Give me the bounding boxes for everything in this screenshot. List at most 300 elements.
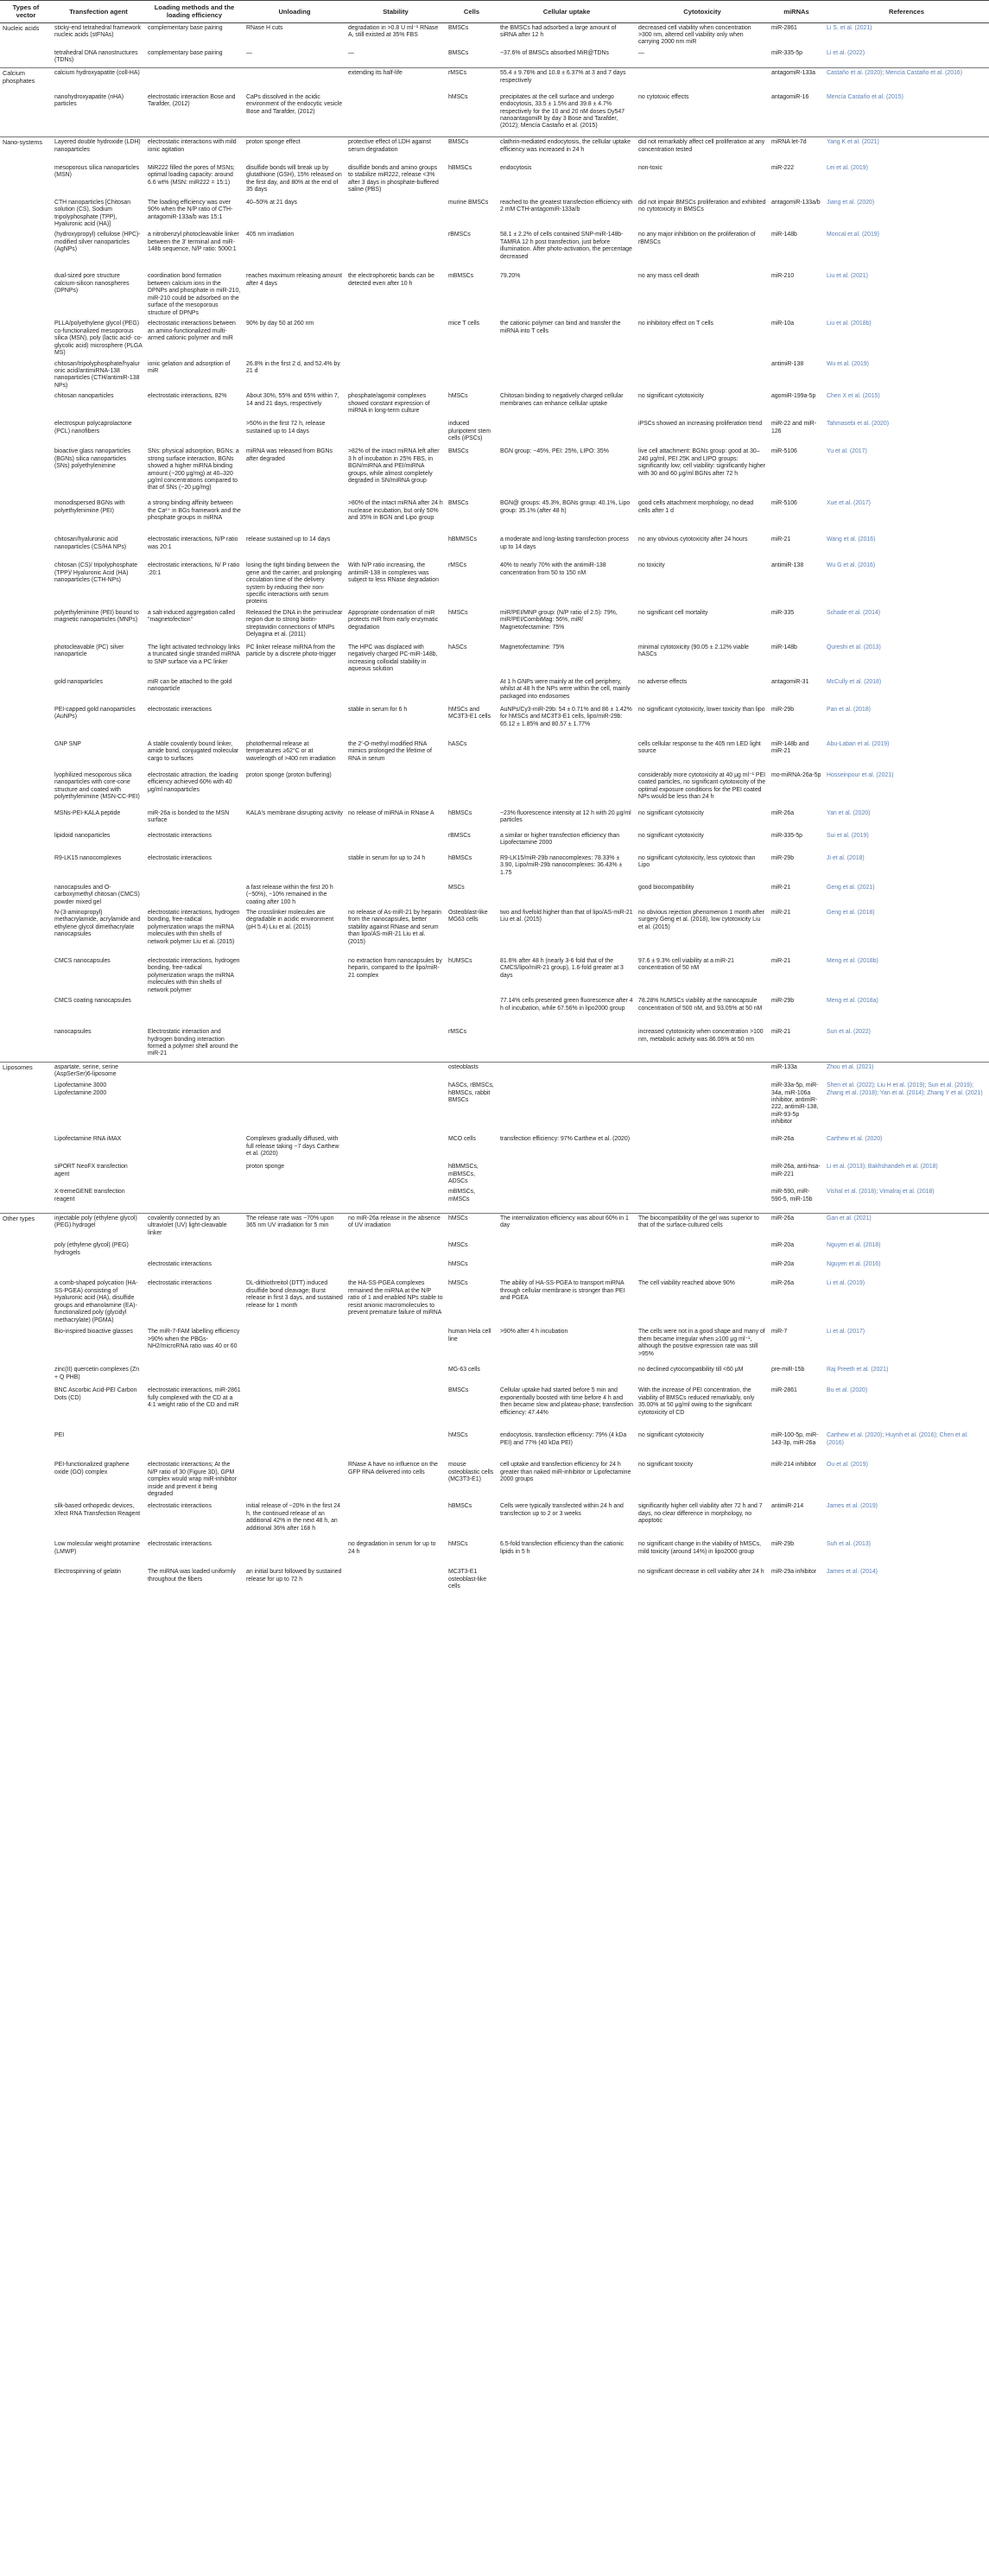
cell-stability: The HPC was displaced with negatively charged PC-miR-148b, increasing colloidal stability in aqueous solution bbox=[348, 644, 438, 673]
cell-cytotoxicity bbox=[636, 359, 769, 392]
cell-agent: PLLA/polyethylene glycol (PEG) co-functionalized mesoporous silica (MSN), poly (lactic acid- co-glycolic acid) microsphere (PLGA MS) bbox=[54, 320, 143, 357]
cell-unloading bbox=[244, 1259, 346, 1278]
cell-agent: polyethylenimine (PEI) bound to magnetic nanoparticles (MNPs) bbox=[54, 609, 139, 624]
cell-mirnas: antimiR-138 bbox=[771, 562, 804, 569]
cell-unloading: a fast release within the first 20 h (~50%), ~10% remained in the coating after 100 h bbox=[246, 884, 333, 905]
cell-uptake: Magnetofectamine: 75% bbox=[500, 644, 565, 650]
cell-cells: rBMSCs bbox=[448, 832, 471, 839]
cell-unloading: proton sponge bbox=[246, 1164, 285, 1171]
cell-uptake: 58.1 ± 2.2% of cells contained SNP-miR-148b-TAMRA 12 h post transfection, just before illumination. After photo-activation, the percentage decreased bbox=[500, 232, 632, 260]
cell-references[interactable]: Vishal et al. (2018); Vimalraj et al. (2018) bbox=[827, 1189, 935, 1196]
table-row bbox=[0, 1567, 989, 1592]
table-row bbox=[0, 677, 989, 705]
cell-stability bbox=[346, 1187, 446, 1213]
cell-unloading: an initial burst followed by sustained release for up to 72 h bbox=[246, 1569, 342, 1583]
cell-references[interactable]: Ou et al. (2019) bbox=[827, 1462, 868, 1469]
cell-type bbox=[0, 419, 52, 447]
cell-agent: MSNs-PEI-KALA peptide bbox=[54, 809, 121, 816]
cell-loading: electrostatic interactions; At the N/P ratio of 30 (Figure 3D), GPM complex would wrap miR-inhibitor inside and prevent it being degraded bbox=[148, 1462, 238, 1498]
cell-loading: The miRNA was loaded uniformly throughout the fibers bbox=[148, 1569, 236, 1583]
cell-mirnas: miR-29a inhibitor bbox=[771, 1569, 817, 1576]
cell-references[interactable]: Yang K et al. (2021) bbox=[824, 137, 989, 163]
cell-unloading bbox=[244, 1460, 346, 1501]
cell-references[interactable]: Wu et al. (2019) bbox=[827, 360, 869, 367]
cell-references[interactable]: Moncal et al. (2019) bbox=[827, 232, 879, 238]
cell-uptake bbox=[498, 1081, 636, 1134]
cell-loading bbox=[145, 996, 244, 1027]
cell-references[interactable]: Shen et al. (2022); Liu H et al. (2019); Sun et al. (2019); Zhang et al. (2018); Yan et al. (2014); Zhang Y et al. (2021) bbox=[827, 1082, 983, 1096]
cell-mirnas: miR-26a bbox=[771, 1280, 795, 1287]
cell-type bbox=[0, 561, 52, 608]
cell-unloading bbox=[244, 1386, 346, 1431]
cell-references[interactable]: James et al. (2014) bbox=[827, 1569, 878, 1576]
cell-cells bbox=[446, 771, 498, 809]
cell-unloading bbox=[244, 1327, 346, 1365]
cell-cytotoxicity: no any mass cell death bbox=[638, 273, 700, 280]
cell-mirnas: miR-5106 bbox=[771, 448, 797, 455]
cell-cells: BMSCs bbox=[446, 22, 498, 48]
cell-type bbox=[0, 498, 52, 535]
cell-loading bbox=[145, 1062, 244, 1081]
cell-unloading: PC linker release miRNA from the particle by a discrete photo-trigger bbox=[246, 644, 337, 658]
table-body bbox=[0, 22, 989, 1593]
table-row bbox=[0, 498, 989, 535]
cell-references[interactable]: Wu G et al. (2016) bbox=[827, 562, 876, 569]
cell-mirnas: miR-7 bbox=[771, 1329, 788, 1336]
header-unloading: Unloading bbox=[244, 1, 346, 23]
table-row bbox=[0, 1365, 989, 1386]
cell-references[interactable]: Li S. et al. (2021) bbox=[824, 22, 989, 48]
cell-stability bbox=[346, 198, 446, 231]
cell-unloading bbox=[244, 1431, 346, 1460]
cell-agent: tetrahedral DNA nanostructures (TDNs) bbox=[54, 49, 138, 64]
cell-cells bbox=[446, 996, 498, 1027]
cell-cytotoxicity: significantly higher cell viability after 72 h and 7 days, no clear difference in morphology, no apoptotic bbox=[638, 1503, 763, 1525]
cell-type: Nucleic acids bbox=[0, 22, 52, 48]
cell-cells: mouse osteoblastic cells (MC3T3-E1) bbox=[448, 1462, 494, 1483]
cell-cytotoxicity: no cytotoxic effects bbox=[638, 93, 689, 100]
cell-cytotoxicity: no significant cytotoxicity, lower toxicity than lipo bbox=[638, 706, 765, 713]
cell-uptake bbox=[498, 739, 636, 771]
cell-uptake: At 1 h GNPs were mainly at the cell periphery, whilst at 48 h the NPs were within the cell, mainly packaged into endosomes bbox=[500, 678, 631, 700]
cell-cytotoxicity: 97.6 ± 9.3% cell viability at a miR-21 concentration of 50 nM bbox=[638, 958, 735, 972]
cell-cells: hBMSCs bbox=[448, 164, 472, 171]
cell-mirnas: miR-21 bbox=[771, 910, 791, 917]
cell-references[interactable]: Nguyen et al. (2018) bbox=[827, 1242, 881, 1249]
cell-stability: >80% of the intact miRNA after 24 h nuclease incubation, but only 50% and 35% in BGN and Lipo group bbox=[348, 500, 443, 522]
cell-type bbox=[0, 391, 52, 419]
cell-mirnas: miR-26a bbox=[771, 1136, 795, 1143]
cell-references[interactable]: Castaño et al. (2020); Mencía Castaño et al. (2016) bbox=[824, 68, 989, 92]
cell-loading: electrostatic interactions bbox=[148, 1280, 212, 1287]
table-row bbox=[0, 561, 989, 608]
table-row bbox=[0, 705, 989, 739]
cell-stability bbox=[346, 1431, 446, 1460]
cell-references[interactable]: Schade et al. (2014) bbox=[827, 609, 881, 616]
cell-type bbox=[0, 163, 52, 198]
cell-stability: no release of miRNA in RNase A bbox=[348, 809, 434, 816]
cell-mirnas: miR-22 and miR-126 bbox=[771, 421, 817, 435]
header-cells: Cells bbox=[446, 1, 498, 23]
cell-unloading bbox=[244, 677, 346, 705]
cell-stability: RNase A have no influence on the GFP RNA delivered into cells bbox=[348, 1462, 438, 1475]
cell-references[interactable]: Geng et al. (2018) bbox=[827, 910, 875, 917]
cell-agent: nanocapsules and O-carboxymethyl chitosan (CMCS) powder mixed gel bbox=[54, 884, 140, 905]
cell-type bbox=[0, 1365, 52, 1386]
cell-agent: siPORT NeoFX transfection agent bbox=[54, 1164, 128, 1177]
cell-references[interactable]: Gan et al. (2021) bbox=[824, 1213, 989, 1240]
cell-mirnas: antimiR-138 bbox=[771, 360, 804, 367]
cell-references[interactable]: Mencía Castaño et al. (2015) bbox=[827, 93, 903, 100]
table-row bbox=[0, 771, 989, 809]
cell-cells: hMSCs bbox=[448, 93, 468, 100]
cell-type bbox=[0, 771, 52, 809]
cell-agent: CMCS nanocapsules bbox=[54, 958, 111, 965]
cell-references[interactable]: Chen X et al. (2015) bbox=[827, 393, 880, 400]
cell-cytotoxicity bbox=[636, 1259, 769, 1278]
table-row bbox=[0, 1259, 989, 1278]
cell-loading: covalently connected by an ultraviolet (UV) light-cleavable linker bbox=[145, 1213, 244, 1240]
cell-references[interactable]: Meng et al. (2018a) bbox=[827, 998, 878, 1005]
cell-cells: hMSCs bbox=[448, 1432, 468, 1439]
cell-uptake: Chitosan binding to negatively charged cellular membranes can enhance cellular uptake bbox=[500, 393, 624, 407]
cell-type bbox=[0, 1431, 52, 1460]
cell-loading bbox=[145, 1187, 244, 1213]
cell-loading: electrostatic interactions bbox=[148, 1541, 212, 1548]
cell-uptake bbox=[498, 1187, 636, 1213]
cell-unloading bbox=[244, 1081, 346, 1134]
cell-cytotoxicity: no adverse effects bbox=[638, 678, 688, 685]
cell-uptake: ~23% fluorescence intensity at 12 h with 20 μg/ml particles bbox=[500, 809, 631, 824]
cell-cells: BMSCs bbox=[448, 1387, 469, 1394]
cell-agent: Layered double hydroxide (LDH) nanoparticles bbox=[52, 137, 145, 163]
cell-references[interactable]: Tahmasebi et al. (2020) bbox=[827, 421, 890, 428]
cell-loading: miR-26a is bonded to the MSN surface bbox=[148, 809, 230, 824]
cell-type bbox=[0, 1134, 52, 1162]
cell-references[interactable]: Li et al. (2017) bbox=[827, 1329, 865, 1336]
cell-uptake: reached to the greatest transfection efficiency with 2 mM CTH-antagomiR-133a/b bbox=[500, 199, 633, 213]
table-row bbox=[0, 163, 989, 198]
cell-references[interactable]: Bu et al. (2020) bbox=[827, 1387, 868, 1394]
cell-uptake: transfection efficiency: 97% Carthew et al. (2020) bbox=[500, 1136, 631, 1143]
cell-references[interactable]: Pan et al. (2018) bbox=[827, 706, 871, 713]
cell-loading: coordination bond formation between calcium ions in the DPNPs and phosphate in miR-210, miR-210 could be adsorbed on the surface of the mesoporous structure of DPNPs bbox=[148, 273, 241, 316]
table-row bbox=[0, 1460, 989, 1501]
header-uptake: Cellular uptake bbox=[498, 1, 636, 23]
cell-stability bbox=[346, 1365, 446, 1386]
cell-type: Other types bbox=[0, 1213, 52, 1240]
cell-stability: phosphate/agomir complexes showed constant expression of miRNA in long-term culture bbox=[348, 393, 430, 415]
cell-agent: chitosan/tripolyphosphate/hyaluronic acid/antimiRNA-138 nanoparticles (CTH/antimiR-138 NPs) bbox=[54, 360, 140, 389]
cell-agent: electrospun polycaprolactone (PCL) nanofibers bbox=[54, 421, 132, 435]
cell-cells bbox=[446, 677, 498, 705]
cell-uptake bbox=[498, 1240, 636, 1259]
table-row bbox=[0, 1431, 989, 1460]
cell-mirnas: agomiR-199a-5p bbox=[771, 393, 816, 400]
cell-references[interactable]: Nguyen et al. (2016) bbox=[827, 1261, 881, 1268]
cell-cells: mBMSCs bbox=[448, 273, 474, 280]
cell-type bbox=[0, 92, 52, 137]
cell-uptake: 55.4 ± 9.76% and 10.8 ± 6.37% at 3 and 7 days respectively bbox=[498, 68, 636, 92]
cell-unloading bbox=[244, 831, 346, 853]
cell-agent bbox=[52, 1259, 145, 1278]
cell-stability bbox=[346, 996, 446, 1027]
cell-type bbox=[0, 608, 52, 643]
cell-references[interactable]: Jiang et al. (2020) bbox=[827, 199, 875, 206]
cell-unloading bbox=[244, 996, 346, 1027]
cell-cells: BMSCs bbox=[448, 500, 469, 507]
cell-loading: The light activated technology links a truncated single stranded miRNA to SNP surface via a PC linker bbox=[148, 644, 240, 665]
cell-mirnas: miR-210 bbox=[771, 273, 795, 280]
cell-references[interactable]: Zhou et al. (2021) bbox=[824, 1062, 989, 1081]
cell-cells: hUMSCs bbox=[448, 958, 472, 965]
cell-loading: electrostatic interactions, miR-2861 fully complexed with the CD at a 4:1 weight ratio of the CD and miR bbox=[148, 1387, 241, 1409]
cell-loading bbox=[145, 419, 244, 447]
cell-type bbox=[0, 643, 52, 677]
cell-unloading: miRNA was released from BGNs after degraded bbox=[246, 448, 333, 462]
cell-stability bbox=[346, 359, 446, 392]
cell-unloading: Complexes gradually diffused, with full release taking ~7 days Carthew et al. (2020) bbox=[246, 1136, 339, 1157]
cell-loading: Electrostatic interaction and hydrogen bonding interaction formed a polymer shell around the miR-21 bbox=[148, 1029, 238, 1057]
cell-mirnas: miR-21 bbox=[771, 1029, 791, 1036]
cell-cytotoxicity: did not remarkably affect cell proliferation at any concentration tested bbox=[636, 137, 769, 163]
cell-references[interactable]: Carthew et al. (2020) bbox=[827, 1136, 883, 1143]
cell-references[interactable]: Wang et al. (2016) bbox=[827, 536, 876, 543]
cell-agent: chitosan nanoparticles bbox=[54, 393, 114, 400]
cell-mirnas: miR-21 bbox=[771, 884, 791, 891]
header-references: References bbox=[824, 1, 989, 23]
cell-references[interactable]: Sun et al. (2022) bbox=[827, 1029, 871, 1036]
cell-agent: lyophilized mesoporous silica nanoparticles with core-cone structure and coated with polyethylenimine (MSN-CC-PEI) bbox=[54, 771, 140, 801]
cell-mirnas: antimiR-214 bbox=[771, 1503, 804, 1510]
table-row bbox=[0, 1539, 989, 1567]
cell-type bbox=[0, 705, 52, 739]
cell-type bbox=[0, 1386, 52, 1431]
cell-cytotoxicity: no significant cytotoxicity bbox=[638, 1432, 704, 1439]
cell-type bbox=[0, 677, 52, 705]
cell-uptake: The ability of HA-SS-PGEA to transport miRNA through cellular membrane is stronger than PEI and PGEA bbox=[500, 1280, 625, 1302]
cell-agent: X-tremeGENE transfection reagent bbox=[54, 1189, 125, 1202]
cell-agent: silk-based orthopedic devices, Xfect RNA Transfection Reagent bbox=[54, 1503, 141, 1517]
table-row bbox=[0, 1134, 989, 1162]
cell-cells: induced pluripotent stem cells (iPSCs) bbox=[448, 421, 491, 442]
cell-agent: injectable poly (ethylene glycol) (PEG) hydrogel bbox=[52, 1213, 145, 1240]
cell-agent: mesoporous silica nanoparticles (MSN) bbox=[54, 164, 140, 179]
cell-mirnas: miR-100-5p, miR-143-3p, miR-26a bbox=[771, 1432, 819, 1446]
cell-cells: hMSCs and MC3T3-E1 cells bbox=[448, 706, 491, 720]
cell-references[interactable]: Sui et al. (2019) bbox=[827, 832, 869, 839]
cell-references[interactable]: Yu et al. (2017) bbox=[827, 448, 867, 455]
cell-agent: (hydroxypropyl) cellulose (HPC)-modified silver nanoparticles (AgNPs) bbox=[54, 232, 141, 253]
cell-cytotoxicity: no obvious rejection phenomenon 1 month after surgery Geng et al. (2018), low cytotoxicity Liu et al. (2015) bbox=[638, 910, 764, 930]
cell-uptake: two and fivefold higher than that of lipo/AS-miR-21 Liu et al. (2015) bbox=[500, 910, 633, 923]
table-row bbox=[0, 230, 989, 271]
cell-cells: human Hela cell line bbox=[448, 1329, 491, 1342]
header-loading: Loading methods and the loading efficiency bbox=[145, 1, 244, 23]
cell-cells: hASCs bbox=[448, 740, 467, 747]
cell-loading: SNs: physical adsorption, BGNs: a strong surface interaction, BGNs showed a higher miRNA binding amount (~200 μg/mg) at 40–320 μg/ml concentrations compared to that of SNs (~20 μg/mg) bbox=[148, 448, 239, 492]
cell-type bbox=[0, 1278, 52, 1327]
cell-cytotoxicity: no toxicity bbox=[638, 562, 665, 569]
cell-references[interactable]: Hosseinpour et al. (2021) bbox=[827, 771, 894, 778]
cell-stability bbox=[346, 1062, 446, 1081]
cell-references[interactable]: Suh et al. (2013) bbox=[827, 1541, 871, 1548]
cell-references[interactable]: Li et al. (2022) bbox=[827, 49, 865, 56]
cell-references[interactable]: Raj Preeth et al. (2021) bbox=[827, 1367, 889, 1374]
cell-loading: The miR-7-FAM labelling efficiency >90% when the PBGs-NH2/microRNA ratio was 40 or 60 bbox=[148, 1329, 240, 1350]
cell-loading bbox=[145, 1365, 244, 1386]
cell-uptake: AuNPs/Cy3-miR-29b: 54 ± 0.71% and 86 ± 1.42% for hMSCs and MC3T3-E1 cells, lipo/miR-29b: 65.12 ± 1.85% and 80.57 ± 1.77% bbox=[500, 706, 632, 727]
table-row bbox=[0, 1081, 989, 1134]
table-row bbox=[0, 996, 989, 1027]
cell-type bbox=[0, 1539, 52, 1567]
cell-stability bbox=[346, 1162, 446, 1187]
cell-cytotoxicity bbox=[636, 1162, 769, 1187]
cell-type bbox=[0, 1081, 52, 1134]
cell-mirnas: miR-148b bbox=[771, 644, 797, 650]
cell-mirnas: miR-222 bbox=[771, 164, 795, 171]
cell-cytotoxicity bbox=[636, 1187, 769, 1213]
cell-agent: R9-LK15 nanocomplexes bbox=[54, 854, 122, 861]
cell-references[interactable]: Lei et al. (2019) bbox=[827, 164, 868, 171]
cell-uptake: BGN group: ~45%, PEI: 25%, LIPO: 35% bbox=[500, 448, 609, 455]
cell-references[interactable]: Liu et al. (2018b) bbox=[827, 320, 872, 327]
cell-agent: nanocapsules bbox=[54, 1029, 92, 1036]
cell-unloading bbox=[244, 68, 346, 92]
cell-stability bbox=[346, 883, 446, 908]
header-cytotoxicity: Cytotoxicity bbox=[636, 1, 769, 23]
cell-references[interactable]: Xue et al. (2017) bbox=[827, 500, 871, 507]
cell-mirnas: antagomiR-133a/b bbox=[771, 199, 821, 206]
cell-cytotoxicity bbox=[636, 1134, 769, 1162]
cell-type bbox=[0, 271, 52, 319]
cell-agent: PEI bbox=[54, 1432, 65, 1439]
cell-agent: BNC Ascorbic Acid-PEI Carbon Dots (CD) bbox=[54, 1387, 137, 1401]
cell-loading: electrostatic interactions, hydrogen bonding, free-radical polymerization wraps the miRNA molecules with thin shells of network polymer bbox=[148, 958, 240, 993]
table-row bbox=[0, 853, 989, 883]
cell-stability bbox=[346, 1027, 446, 1062]
cell-mirnas: miR-10a bbox=[771, 320, 795, 327]
cell-loading: complementary base pairing bbox=[145, 22, 244, 48]
cell-agent: a comb-shaped polycation (HA-SS-PGEA) consisting of Hyaluronic acid (HA), disulfide groups and ethanolamine (EA)-functionalized poly (glycidyl methacrylate) (PGMA) bbox=[54, 1280, 138, 1323]
cell-stability bbox=[346, 1327, 446, 1365]
cell-cytotoxicity: no significant cytotoxicity bbox=[638, 832, 704, 839]
cell-uptake bbox=[498, 1062, 636, 1081]
cell-mirnas: miR-21 bbox=[771, 536, 791, 543]
cell-stability: With N/P ratio increasing, the antimiR-138 in complexes was subject to less RNase degradation bbox=[348, 562, 439, 584]
cell-uptake: the cationic polymer can bind and transfer the miRNA into T cells bbox=[500, 320, 621, 334]
cell-references[interactable]: Li et al. (2019) bbox=[827, 1280, 865, 1287]
cell-type bbox=[0, 956, 52, 996]
cell-references[interactable]: Liu et al. (2021) bbox=[827, 273, 868, 280]
cell-cells: hMSCs bbox=[448, 1280, 468, 1287]
cell-unloading: RNase H cuts bbox=[244, 22, 346, 48]
cell-agent: PEI-capped gold nanoparticles (AuNPs) bbox=[54, 706, 136, 720]
cell-cells: hMSCs bbox=[448, 1242, 468, 1249]
cell-stability bbox=[346, 1567, 446, 1592]
cell-agent: GNP SNP bbox=[54, 740, 81, 747]
cell-mirnas: miR-33a-5p, miR-34a, miR-106a inhibitor, antimiR-222, antimiR-138, miR-93-5p inhibitor bbox=[771, 1082, 819, 1126]
cell-loading bbox=[145, 1240, 244, 1259]
cell-unloading: release sustained up to 14 days bbox=[246, 536, 331, 543]
cell-cells: Osteoblast-like MG63 cells bbox=[448, 910, 488, 923]
cell-type bbox=[0, 1567, 52, 1592]
cell-references[interactable]: Abu-Laban et al. (2019) bbox=[827, 740, 890, 747]
header-mirnas: miRNAs bbox=[769, 1, 824, 23]
cell-agent: Lipofectamine RNA iMAX bbox=[54, 1136, 122, 1143]
cell-cytotoxicity: decreased cell viability when concentration >300 nm, altered cell viability only when carrying 2000 nm miR bbox=[636, 22, 769, 48]
table-row bbox=[0, 1213, 989, 1240]
cell-stability: no extraction from nanocapsules by heparin, compared to the lipo/miR-21 complex bbox=[348, 958, 442, 979]
cell-stability: no miR-26a release in the absence of UV irradiation bbox=[346, 1213, 446, 1240]
cell-uptake: >90% after 4 h incubation bbox=[500, 1329, 568, 1336]
cell-references[interactable]: James et al. (2019) bbox=[827, 1503, 878, 1510]
cell-loading: A stable covalently bound linker, amide bond, conjugated molecular cargo to surfaces bbox=[148, 740, 239, 762]
cell-references[interactable]: Li et al. (2013); Bakhshandeh et al. (2018) bbox=[827, 1164, 938, 1171]
cell-unloading bbox=[244, 1062, 346, 1081]
cell-agent: Lipofectamine 3000 Lipofectamine 2000 bbox=[54, 1082, 107, 1096]
table-row bbox=[0, 1386, 989, 1431]
cell-references[interactable]: Carthew et al. (2020); Huynh et al. (2016); Chen et al. (2016) bbox=[827, 1432, 968, 1446]
cell-references[interactable]: Geng et al. (2021) bbox=[827, 884, 875, 891]
cell-references[interactable]: Meng et al. (2018b) bbox=[827, 958, 878, 965]
cell-references[interactable]: Yan et al. (2020) bbox=[827, 809, 871, 816]
cell-cells: murine BMSCs bbox=[448, 199, 489, 206]
table-row bbox=[0, 535, 989, 561]
cell-cytotoxicity: no declined cytocompatibility till <60 μM bbox=[638, 1367, 744, 1374]
cell-agent: CTH nanoparticles [Chitosan solution (CS), Sodium tripolyphosphate (TPP), Hyaluronic acid (HA)] bbox=[54, 199, 131, 228]
cell-cytotoxicity: no any major inhibition on the proliferation of rBMSCs bbox=[638, 232, 756, 245]
cell-references[interactable]: McCully et al. (2018) bbox=[827, 678, 882, 685]
cell-type: Liposomes bbox=[0, 1062, 52, 1081]
cell-cells: hMSCs bbox=[448, 393, 468, 400]
cell-type bbox=[0, 739, 52, 771]
cell-mirnas: miR-2861 bbox=[771, 1387, 797, 1394]
cell-references[interactable]: Ji et al. (2018) bbox=[827, 854, 865, 861]
cell-uptake: ~37.6% of BMSCs absorbed MiR@TDNs bbox=[500, 49, 609, 56]
cell-unloading bbox=[244, 1187, 346, 1213]
cell-cells: hASCs, rBMSCs, hBMSCs, rabbit BMSCs bbox=[448, 1082, 494, 1103]
cell-unloading bbox=[244, 1240, 346, 1259]
cell-cytotoxicity: The cell viability reached above 90% bbox=[638, 1280, 735, 1287]
cell-cells: hBMSCs bbox=[448, 1503, 472, 1510]
cell-unloading bbox=[244, 1027, 346, 1062]
cell-mirnas: miR-20a bbox=[771, 1261, 795, 1268]
cell-mirnas: miR-20a bbox=[771, 1242, 795, 1249]
cell-uptake: BGN@ groups: 45.3%, BGNs group: 40.1%, Lipo group: 35.1% (after 48 h) bbox=[500, 500, 631, 514]
cell-agent: zinc(II) quercetin complexes (Zn + Q PHB) bbox=[54, 1367, 140, 1380]
cell-references[interactable]: Qureshi et al. (2013) bbox=[827, 644, 881, 650]
cell-unloading: 26.8% in the first 2 d, and 52.4% by 21 d bbox=[246, 360, 340, 374]
cell-cytotoxicity bbox=[636, 1062, 769, 1081]
cell-mirnas: miR-5106 bbox=[771, 500, 797, 507]
cell-mirnas: miRNA let-7d bbox=[769, 137, 824, 163]
cell-stability: extending its half-life bbox=[346, 68, 446, 92]
cell-unloading: 90% by day 50 at 260 nm bbox=[246, 320, 314, 327]
cell-loading bbox=[145, 1162, 244, 1187]
cell-stability bbox=[346, 1386, 446, 1431]
table-row bbox=[0, 809, 989, 831]
cell-mirnas: miR-26a, anti-hsa-miR-221 bbox=[771, 1164, 821, 1177]
cell-cells: BMSCs bbox=[448, 49, 469, 56]
cell-cytotoxicity: cells cellular response to the 405 nm LED light source bbox=[638, 740, 761, 755]
table-row bbox=[0, 908, 989, 956]
header-type: Types of vector bbox=[0, 1, 52, 23]
cell-unloading: The crosslinker molecules are degradable in acidic environment (pH 5.4) Liu et al. (2015) bbox=[246, 910, 334, 930]
cell-type bbox=[0, 1162, 52, 1187]
cell-agent: chitosan (CS)/ tripolyphosphate (TPP)/ Hyaluronic Acid (HA) nanoparticles (CTH-NPs) bbox=[54, 562, 138, 584]
table-row bbox=[0, 831, 989, 853]
